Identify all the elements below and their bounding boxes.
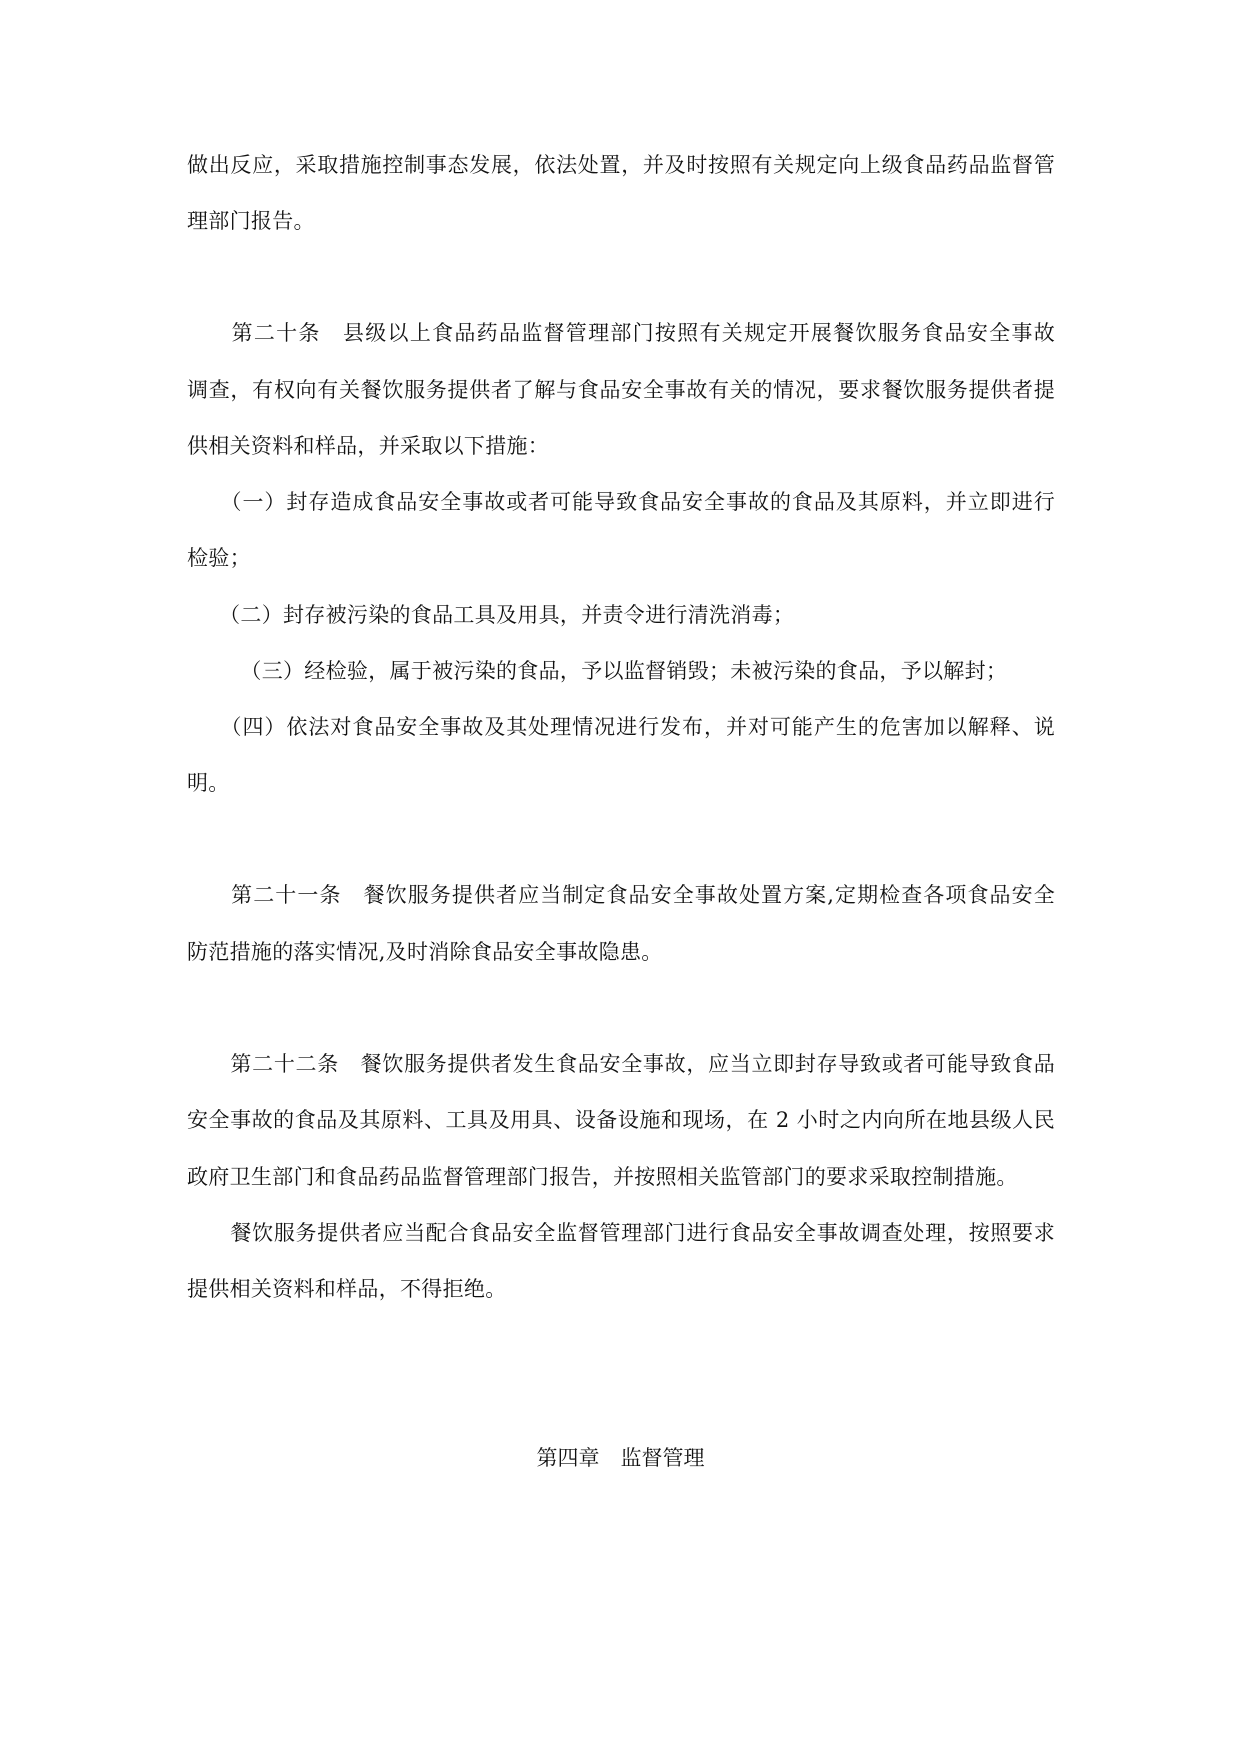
paragraph-line: 检验；: [187, 546, 251, 570]
paragraph-line: 餐饮服务提供者应当配合食品安全监督管理部门进行食品安全事故调查处理，按照要求: [187, 1221, 1055, 1245]
list-item-4: （四）依法对食品安全事故及其处理情况进行发布，并对可能产生的危害加以解释、说: [187, 715, 1055, 739]
article-21-line: 第二十一条 餐饮服务提供者应当制定食品安全事故处置方案,定期检查各项食品安全: [187, 883, 1055, 907]
article-20-line: 第二十条 县级以上食品药品监督管理部门按照有关规定开展餐饮服务食品安全事故: [187, 321, 1055, 345]
chapter-heading: 第四章 监督管理: [536, 1446, 705, 1470]
list-item-2: （二）封存被污染的食品工具及用具，并责令进行清洗消毒；: [187, 603, 795, 627]
paragraph-line: 供相关资料和样品，并采取以下措施：: [187, 434, 550, 458]
article-22-line: 第二十二条 餐饮服务提供者发生食品安全事故，应当立即封存导致或者可能导致食品: [187, 1052, 1055, 1076]
paragraph-line: 防范措施的落实情况,及时消除食品安全事故隐患。: [187, 940, 663, 964]
paragraph-line: 理部门报告。: [187, 209, 315, 233]
paragraph-line: 政府卫生部门和食品药品监督管理部门报告，并按照相关监管部门的要求采取控制措施。: [187, 1165, 1018, 1189]
paragraph-line: 提供相关资料和样品，不得拒绝。: [187, 1277, 507, 1301]
list-item-1: （一）封存造成食品安全事故或者可能导致食品安全事故的食品及其原料，并立即进行: [187, 490, 1055, 514]
paragraph-line: 调查，有权向有关餐饮服务提供者了解与食品安全事故有关的情况，要求餐饮服务提供者提: [187, 378, 1055, 402]
paragraph-line: 安全事故的食品及其原料、工具及用具、设备设施和现场，在 2 小时之内向所在地县级人民: [187, 1108, 1055, 1132]
paragraph-line: 明。: [187, 771, 230, 795]
paragraph-line: 做出反应，采取措施控制事态发展，依法处置，并及时按照有关规定向上级食品药品监督管: [187, 153, 1055, 177]
list-item-3: （三）经检验，属于被污染的食品，予以监督销毁；未被污染的食品，予以解封；: [187, 659, 1008, 683]
